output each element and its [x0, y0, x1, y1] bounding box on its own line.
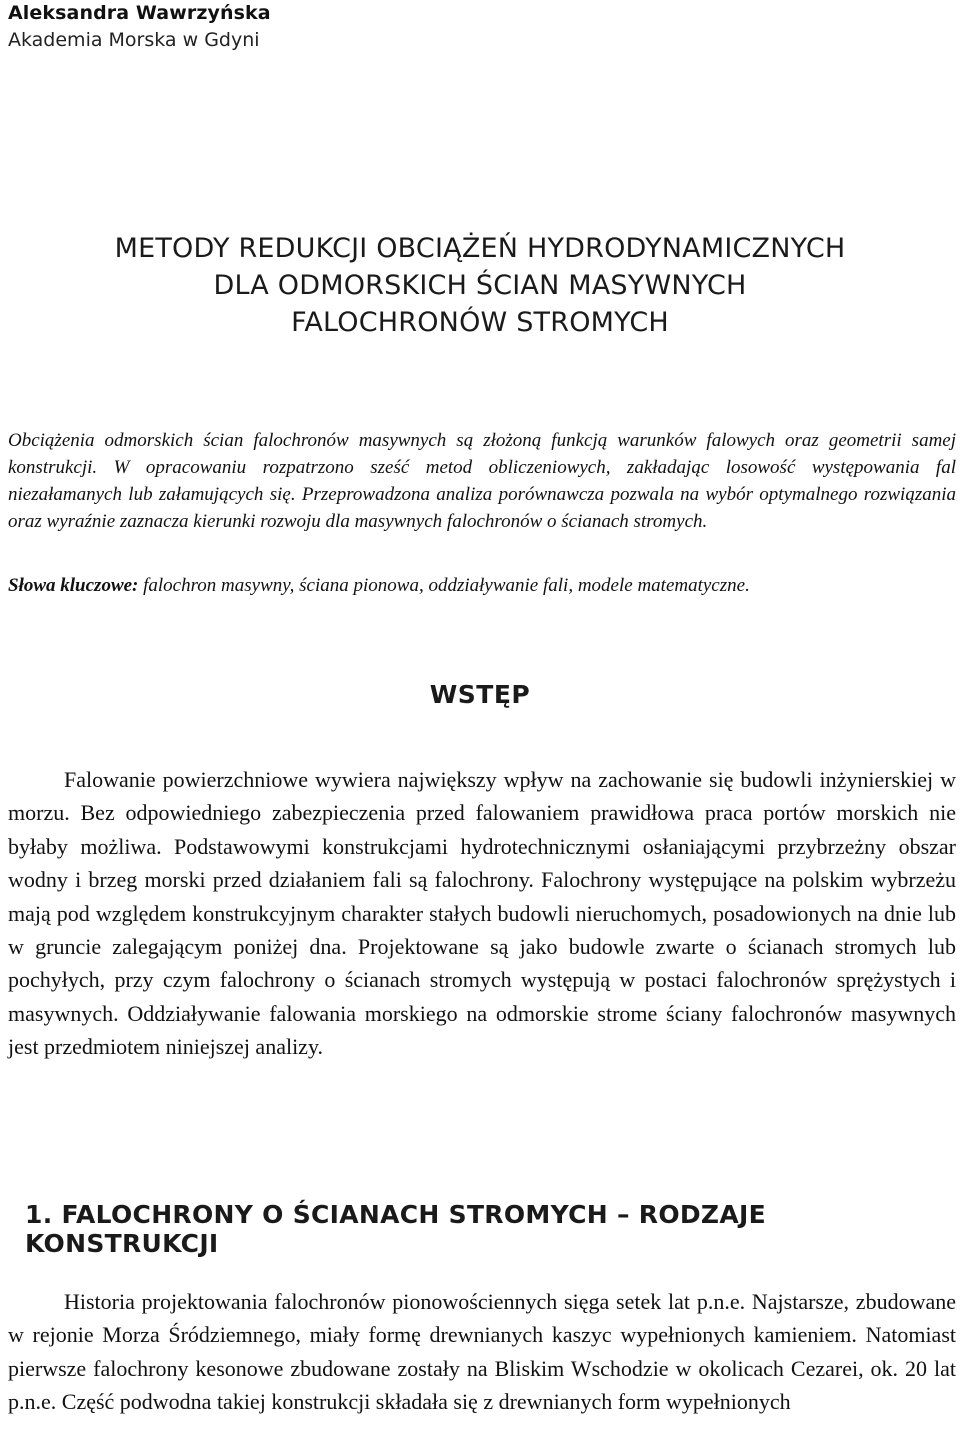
paper-title-line-2: DLA ODMORSKICH ŚCIAN MASYWNYCH	[213, 270, 747, 301]
intro-paragraph: Falowanie powierzchniowe wywiera największy wpływ na zachowanie się budowli inżynierskiej w morzu. Bez odpowiedniego zabezpieczenia przed falowaniem prawidłowa praca portów morskich nie byłaby możliwa. Podstawowymi konstrukcjami hydrotechnicznymi osłaniającymi przybrzeżny obszar wodny i brzeg morski przed działaniem fali są falochrony. Falochrony występujące na polskim wybrzeżu mają pod względem konstrukcyjnym charakter stałych budowli nieruchomych, posadowionych na dnie lub w gruncie zalegającym poniżej dna. Projektowane są jako budowle zwarte o ścianach stromych lub pochyłych, przy czym falochrony o ścianach stromych występują w postaci falochronów sprężystych i masywnych. Oddziaływanie falowania morskiego na odmorskie strome ściany falochronów masywnych jest przedmiotem niniejszej analizy.	[8, 767, 956, 1060]
section-heading-1: 1. FALOCHRONY O ŚCIANACH STROMYCH – RODZAJE KONSTRUKCJI	[25, 1200, 766, 1258]
intro-body	[8, 763, 956, 1064]
abstract-text: Obciążenia odmorskich ścian falochronów masywnych są złożoną funkcją warunków falowych oraz geometrii samej konstrukcji. W opracowaniu rozpatrzono sześć metod obliczeniowych, zakładając losowość występowania fal niezałamanych lub załamujących się. Przeprowadzona analiza porównawcza pozwala na wybór optymalnego rozwiązania oraz wyraźnie zaznacza kierunki rozwoju dla masywnych falochronów o ścianach stromych.	[8, 430, 956, 532]
keywords-list: falochron masywny, ściana pionowa, oddziaływanie fali, modele matematyczne.	[143, 575, 750, 596]
keywords-label: Słowa kluczowe:	[8, 575, 139, 596]
author-affiliation: Akademia Morska w Gdyni	[8, 29, 260, 51]
paper-title-line-1: METODY REDUKCJI OBCIĄŻEŃ HYDRODYNAMICZNYCH	[114, 233, 846, 264]
section-1-body	[8, 1285, 956, 1419]
keywords	[8, 572, 956, 599]
paper-title-line-3: FALOCHRONÓW STROMYCH	[291, 307, 669, 338]
section-heading-intro: WSTĘP	[429, 680, 531, 709]
author-name: Aleksandra Wawrzyńska	[8, 2, 271, 24]
abstract	[8, 427, 956, 535]
paper-title	[0, 230, 960, 341]
section-1-paragraph: Historia projektowania falochronów pionowościennych sięga setek lat p.n.e. Najstarsze, zbudowane w rejonie Morza Śródziemnego, miały formę drewnianych kaszyc wypełnionych kamieniem. Natomiast pierwsze falochrony kesonowe zbudowane zostały na Bliskim Wschodzie w okolicach Cezarei, ok. 20 lat p.n.e. Część podwodna takiej konstrukcji składała się z drewnianych form wypełnionych	[8, 1289, 956, 1415]
